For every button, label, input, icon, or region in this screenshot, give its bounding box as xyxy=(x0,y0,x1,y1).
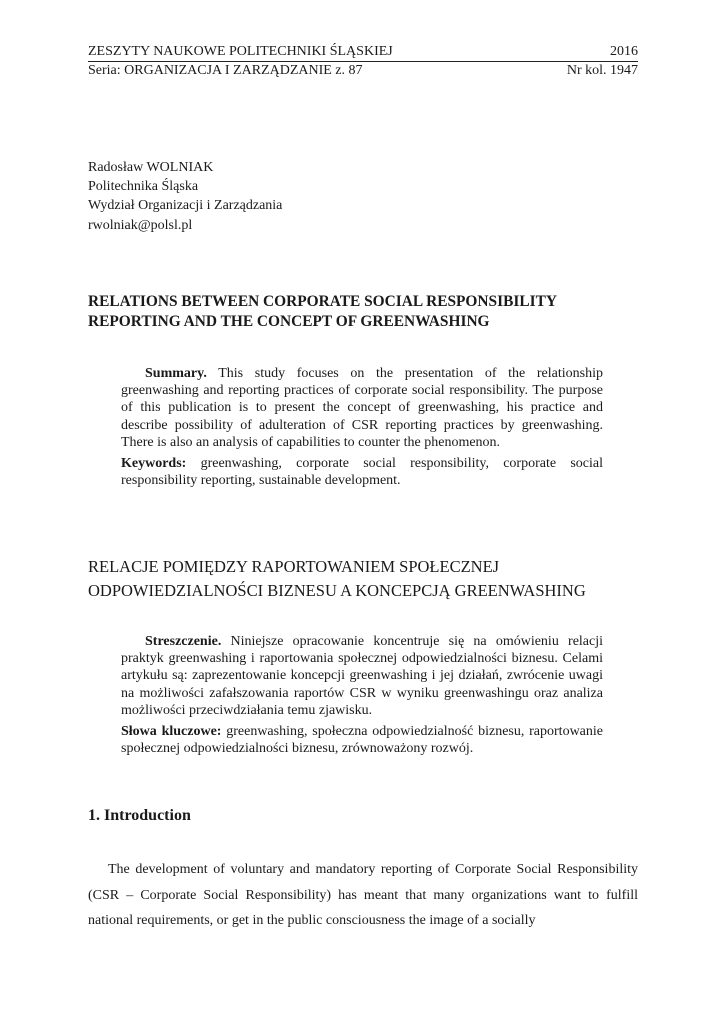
abstract-polish xyxy=(121,633,603,757)
author-block xyxy=(88,158,282,235)
streszczenie-paragraph xyxy=(121,633,603,719)
paper-title-english xyxy=(88,292,648,332)
journal-number: Nr kol. 1947 xyxy=(566,63,638,78)
journal-year: 2016 xyxy=(610,44,638,59)
streszczenie-text: Niniejsze opracowanie koncentruje się na omówieniu relacji praktyk greenwashing i raportowania społecznej odpowiedzialności biznesu. Celami artykułu są: zaprezentowanie koncepcji greenwashing i jej działań, zwrócenie uwagi na możliwości zafałszowania raportów CSR w wyniku greenwashingu oraz analiza możliwości przeciwdziałania temu zjawisku. xyxy=(121,634,603,718)
introduction-body xyxy=(88,857,638,934)
section-heading-introduction: 1. Introduction xyxy=(88,807,191,824)
keywords-paragraph xyxy=(121,455,603,489)
summary-label: Summary. xyxy=(145,366,207,381)
journal-series: Seria: ORGANIZACJA I ZARZĄDZANIE z. 87 xyxy=(88,63,363,78)
author-name: Radosław WOLNIAK xyxy=(88,160,214,175)
slowa-kluczowe-text: greenwashing, społeczna odpowiedzialność biznesu, raportowanie społecznej odpowiedzialności biznesu, zrównoważony rozwój. xyxy=(121,724,603,757)
title-pl-line-1: RELACJE POMIĘDZY RAPORTOWANIEM SPOŁECZNEJ xyxy=(88,557,500,576)
slowa-kluczowe-paragraph xyxy=(121,723,603,757)
author-institution: Politechnika Śląska xyxy=(88,179,199,195)
title-en-line-1: RELATIONS BETWEEN CORPORATE SOCIAL RESPONSIBILITY xyxy=(88,293,557,310)
keywords-text: greenwashing, corporate social responsibility, corporate social responsibility reporting, sustainable development. xyxy=(121,456,603,489)
abstract-english xyxy=(121,365,603,489)
streszczenie-label: Streszczenie. xyxy=(145,634,222,649)
keywords-label: Keywords: xyxy=(121,456,187,472)
title-en-line-2: REPORTING AND THE CONCEPT OF GREENWASHING xyxy=(88,313,490,330)
running-header-bottom xyxy=(88,62,638,79)
summary-paragraph xyxy=(121,365,603,451)
paper-title-polish xyxy=(88,555,648,603)
title-pl-line-2: ODPOWIEDZIALNOŚCI BIZNESU A KONCEPCJĄ GREENWASHING xyxy=(88,581,586,600)
author-email: rwolniak@polsl.pl xyxy=(88,217,193,233)
running-header-top xyxy=(88,43,638,60)
summary-text: This study focuses on the presentation of the relationship greenwashing and reporting practices of corporate social responsibility. The purpose of this publication is to present the concept of greenwashing, his practice and describe possibility of adulteration of CSR reporting practices by greenwashing. There is also an analysis of capabilities to counter the phenomenon. xyxy=(121,366,603,450)
slowa-kluczowe-label: Słowa kluczowe: xyxy=(121,724,222,740)
journal-name: ZESZYTY NAUKOWE POLITECHNIKI ŚLĄSKIEJ xyxy=(88,44,393,59)
introduction-paragraph: The development of voluntary and mandatory reporting of Corporate Social Responsibility (CSR – Corporate Social Responsibility) has meant that many organizations want to fulfill national requirements, or get in the public consciousness the image of a socially xyxy=(88,862,638,929)
author-faculty: Wydział Organizacji i Zarządzania xyxy=(88,198,283,214)
